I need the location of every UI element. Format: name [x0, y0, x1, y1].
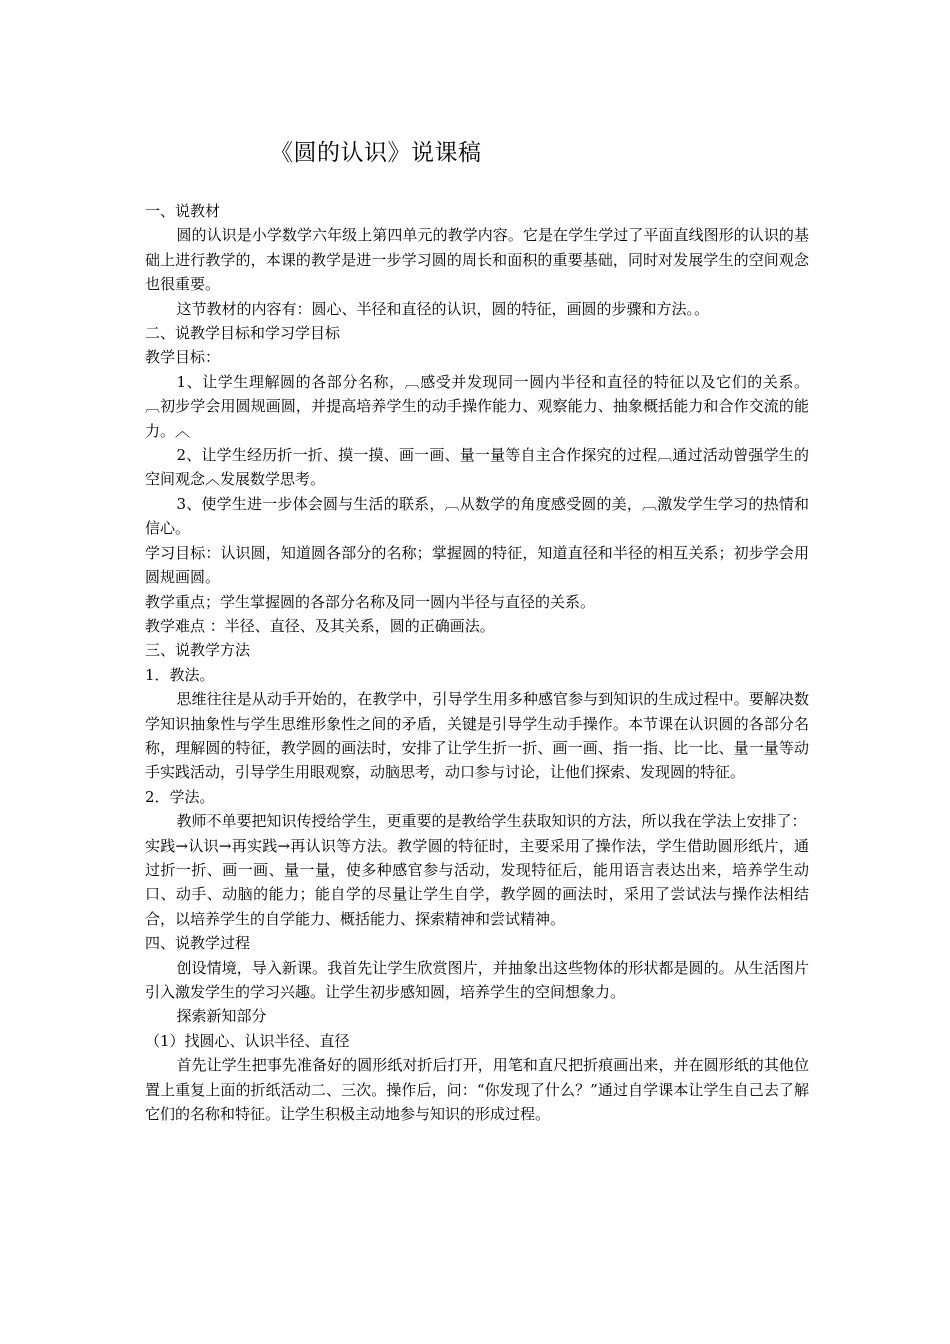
paragraph: 教学重点；学生掌握圆的各部分名称及同一圆内半径与直径的关系。 [145, 592, 596, 611]
paragraph: 2、让学生经历折一折、摸一摸、画一画、量一量等自主合作探究的过程︹通过活动曾强学生的空间观念︿发展数学思考。 [145, 446, 809, 489]
paragraph: 首先让学生把事先准备好的圆形纸对折后打开，用笔和直尺把折痕画出来，并在圆形纸的其他位置上重复上面的折纸活动二、三次。操作后，问：“你发现了什么？”通过自学课本让学生自己去了解它们的名称和特征。让学生积极主动地参与知识的形成过程。 [145, 1056, 809, 1124]
paragraph: 1．教法。 [145, 665, 215, 684]
paragraph: 探索新知部分 [176, 1007, 267, 1026]
document-title: 《圆的认识》说课稿 [270, 140, 482, 166]
paragraph: 一、说教材 [145, 202, 221, 220]
paragraph: 圆的认识是小学数学六年级上第四单元的教学内容。它是在学生学过了平面直线图形的认识的基础上进行教学的，本课的教学是进一步学习圆的周长和面积的重要基础，同时对发展学生的空间观念也很重要。 [145, 226, 809, 294]
paragraph: 思维往往是从动手开始的，在教学中，引导学生用多种感官参与到知识的生成过程中。要解决数学知识抽象性与学生思维形象性之间的矛盾，关键是引导学生动手操作。本节课在认识圆的各部分名称，理解圆的特征，教学圆的画法时，安排了让学生折一折、画一画、指一指、比一比、量一量等动手实践活动，引导学生用眼观察，动脑思考，动口参与讨论，让他们探索、发现圆的特征。 [145, 690, 809, 782]
paragraph: 四、说教学过程 [145, 934, 251, 953]
paragraph: 3、使学生进一步体会圆与生活的联系，︹从数学的角度感受圆的美，︹激发学生学习的热情和信心。 [145, 494, 809, 538]
paragraph: 2．学法。 [145, 787, 215, 806]
paragraph: 实践→认识→再实践→再认识等方法。教学圆的特征时，主要采用了操作法，学生借助圆形纸片，通过折一折、画一画、量一量，使多种感官参与活动，发现特征后，能用语言表达出来，培养学生动口、动手、动脑的能力；能自学的尽量让学生自学，教学圆的画法时，采用了尝试法与操作法相结合，以培养学生的自学能力、概括能力、探索精神和尝试精神。 [145, 836, 809, 928]
paragraph: （1）找圆心、认识半径、直径 [145, 1031, 350, 1050]
document-body [145, 199, 809, 1126]
paragraph: 教学难点 ：半径、直径、及其关系，圆的正确画法。 [145, 616, 495, 635]
paragraph: 教学目标： [145, 348, 221, 367]
paragraph: 创设情境，导入新课。我首先让学生欣赏图片，并抽象出这些物体的形状都是圆的。从生活图片引入激发学生的学习兴趣。让学生初步感知圆，培养学生的空间想象力。 [145, 958, 809, 1001]
paragraph: 学习目标：认识圆，知道圆各部分的名称；掌握圆的特征，知道直径和半径的相互关系；初步学会用圆规画圆。 [145, 543, 809, 587]
paragraph: 1、让学生理解圆的各部分名称，︹感受并发现同一圆内半径和直径的特征以及它们的关系。︹初步学会用圆规画圆，并提高培养学生的动手操作能力、观察能力、抽象概括能力和合作交流的能力。︿ [145, 372, 809, 440]
paragraph: 这节教材的内容有：圆心、半径和直径的认识，圆的特征，画圆的步骤和方法。。 [176, 299, 710, 318]
paragraph: 教师不单要把知识传授给学生，更重要的是教给学生获取知识的方法，所以我在学法上安排了： [176, 812, 807, 831]
paragraph: 三、说教学方法 [145, 641, 251, 660]
paragraph: 二、说教学目标和学习学目标 [145, 324, 341, 343]
